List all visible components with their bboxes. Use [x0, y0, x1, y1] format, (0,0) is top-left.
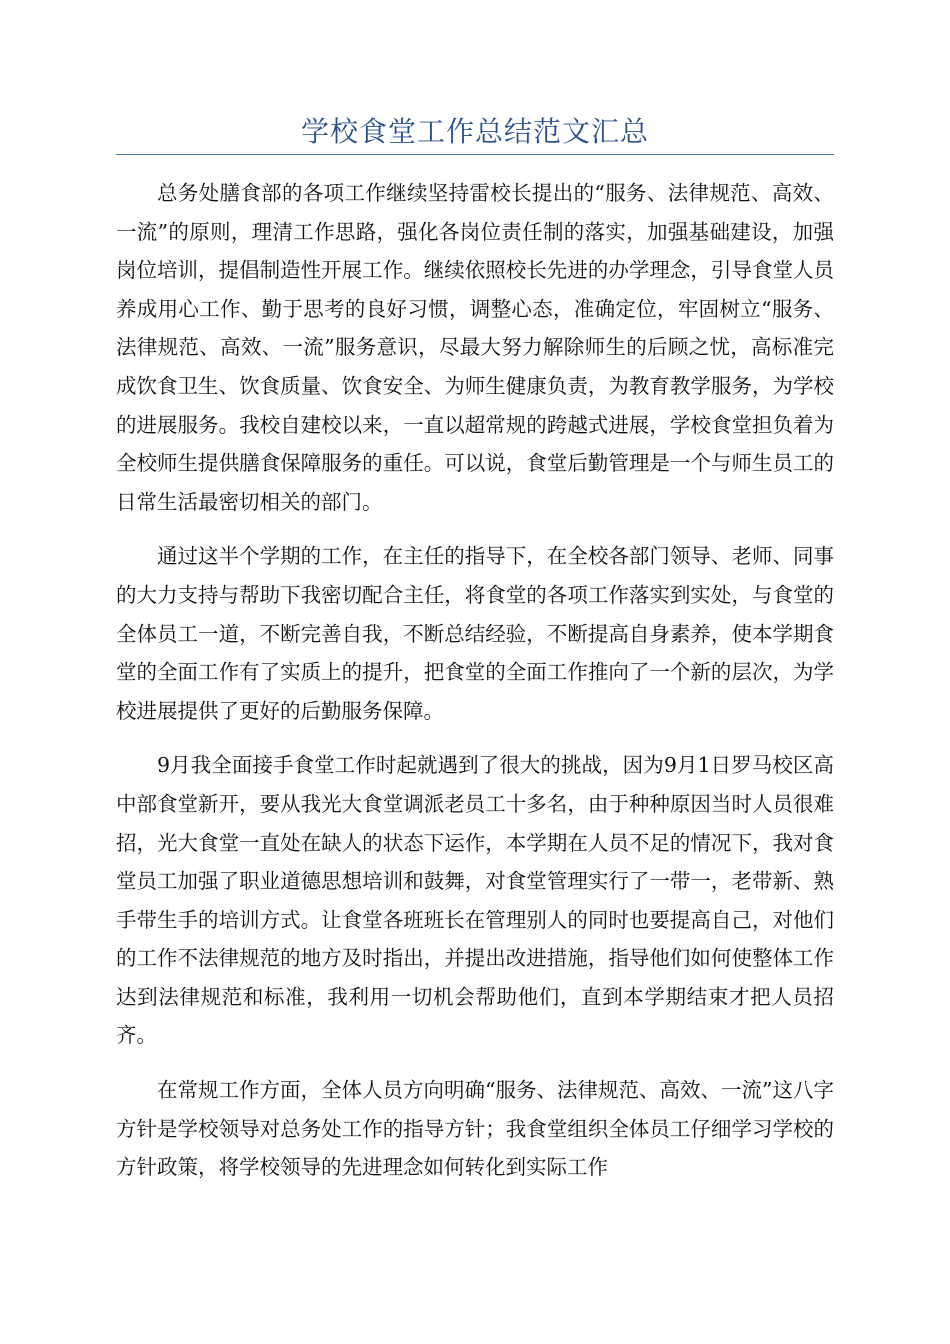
paragraph-2: 通过这半个学期的工作，在主任的指导下，在全校各部门领导、老师、同事的大力支持与帮助下我密切配合主任，将食堂的各项工作落实到实处，与食堂的全体员工一道，不断完善自我，不断总结经验，不断提高自身素养，使本学期食堂的全面工作有了实质上的提升，把食堂的全面工作推向了一个新的层次，为学校进展提供了更好的后勤服务保障。 [116, 544, 834, 723]
title-underline [116, 154, 834, 155]
document-title: 学校食堂工作总结范文汇总 [300, 115, 649, 148]
paragraph-4: 在常规工作方面，全体人员方向明确“服务、法律规范、高效、一流”这八字方针是学校领导对总务处工作的指导方针；我食堂组织全体员工仔细学习学校的方针政策，将学校领导的先进理念如何转化到实际工作 [116, 1078, 834, 1180]
paragraph-3: 9月我全面接手食堂工作时起就遇到了很大的挑战，因为9月1日罗马校区高中部食堂新开，要从我光大食堂调派老员工十多名，由于种种原因当时人员很难招，光大食堂一直处在缺人的状态下运作，本学期在人员不足的情况下，我对食堂员工加强了职业道德思想培训和鼓舞，对食堂管理实行了一带一，老带新、熟手带生手的培训方式。让食堂各班班长在管理别人的同时也要提高自己，对他们的工作不法律规范的地方及时指出，并提出改进措施，指导他们如何使整体工作达到法律规范和标准，我利用一切机会帮助他们，直到本学期结束才把人员招齐。 [116, 753, 834, 1048]
paragraph-1: 总务处膳食部的各项工作继续坚持雷校长提出的“服务、法律规范、高效、一流”的原则，理清工作思路，强化各岗位责任制的落实，加强基础建设，加强岗位培训，提倡制造性开展工作。继续依照校长先进的办学理念，引导食堂人员养成用心工作、勤于思考的良好习惯，调整心态，准确定位，牢固树立“服务、法律规范、高效、一流”服务意识，尽最大努力解除师生的后顾之忧，高标准完成饮食卫生、饮食质量、饮食安全、为师生健康负责，为教育教学服务，为学校的进展服务。我校自建校以来，一直以超常规的跨越式进展，学校食堂担负着为全校师生提供膳食保障服务的重任。可以说，食堂后勤管理是一个与师生员工的日常生活最密切相关的部门。 [116, 181, 834, 514]
document-body [116, 174, 834, 1203]
